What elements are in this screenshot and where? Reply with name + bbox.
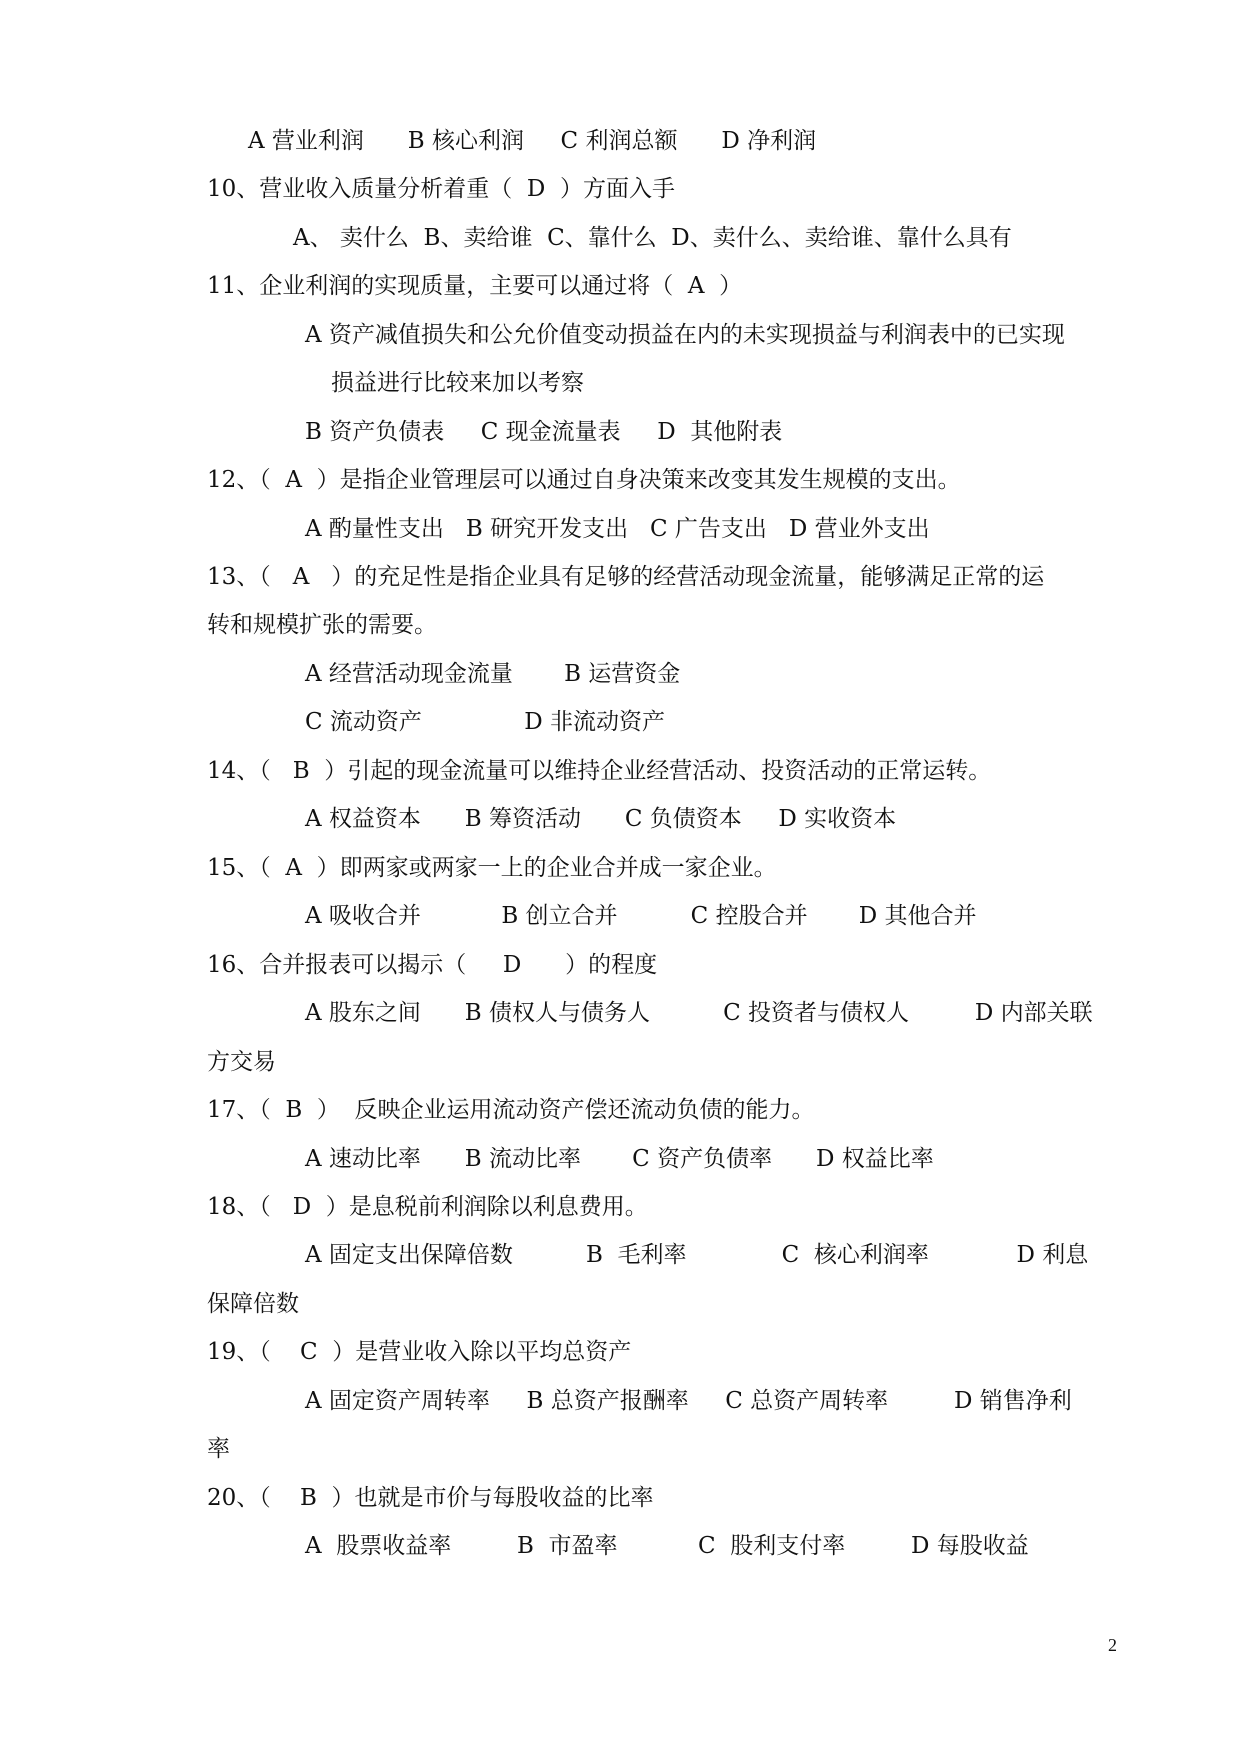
q16-stem: 16、合并报表可以揭示（ D ）的程度 (207, 952, 658, 978)
q9-options: A 营业利润 B 核心利润 C 利润总额 D 净利润 (248, 128, 817, 154)
q20-options: A 股票收益率 B 市盈率 C 股利支付率 D 每股收益 (305, 1533, 1029, 1559)
q18-options-continued: 保障倍数 (207, 1291, 299, 1317)
q18-stem: 18、（ D ）是息税前利润除以利息费用。 (207, 1194, 648, 1220)
q16-options: A 股东之间 B 债权人与债务人 C 投资者与债权人 D 内部关联 (305, 1000, 1093, 1026)
q15-options: A 吸收合并 B 创立合并 C 控股合并 D 其他合并 (305, 903, 977, 929)
q19-options-continued: 率 (207, 1436, 230, 1462)
q10-options: A、 卖什么 B、卖给谁 C、靠什么 D、卖什么、卖给谁、靠什么具有 (293, 225, 1012, 251)
q19-options: A 固定资产周转率 B 总资产报酬率 C 总资产周转率 D 销售净利 (305, 1388, 1072, 1414)
q13-stem-continued: 转和规模扩张的需要。 (207, 612, 437, 638)
q12-options: A 酌量性支出 B 研究开发支出 C 广告支出 D 营业外支出 (305, 516, 930, 542)
q20-stem: 20、（ B ）也就是市价与每股收益的比率 (207, 1485, 654, 1511)
page-number: 2 (1108, 1635, 1117, 1655)
q17-stem: 17、（ B ） 反映企业运用流动资产偿还流动负债的能力。 (207, 1097, 815, 1123)
q11-option-a-continued: 损益进行比较来加以考察 (331, 370, 584, 396)
q11-options-bcd: B 资产负债表 C 现金流量表 D 其他附表 (305, 419, 783, 445)
q13-options-ab: A 经营活动现金流量 B 运营资金 (305, 661, 681, 687)
q11-option-a: A 资产减值损失和公允价值变动损益在内的未实现损益与利润表中的已实现 (305, 322, 1065, 348)
q10-stem: 10、营业收入质量分析着重（ D ）方面入手 (207, 176, 675, 202)
q16-options-continued: 方交易 (207, 1049, 276, 1075)
q14-options: A 权益资本 B 筹资活动 C 负债资本 D 实收资本 (305, 806, 897, 832)
q14-stem: 14、（ B ）引起的现金流量可以维持企业经营活动、投资活动的正常运转。 (207, 758, 992, 784)
q17-options: A 速动比率 B 流动比率 C 资产负债率 D 权益比率 (305, 1146, 934, 1172)
q19-stem: 19、（ C ）是营业收入除以平均总资产 (207, 1339, 632, 1365)
q18-options: A 固定支出保障倍数 B 毛利率 C 核心利润率 D 利息 (305, 1242, 1089, 1268)
q15-stem: 15、（ A ）即两家或两家一上的企业合并成一家企业。 (207, 855, 777, 881)
q11-stem: 11、企业利润的实现质量，主要可以通过将（ A ） (207, 273, 743, 299)
q13-stem: 13、（ A ）的充足性是指企业具有足够的经营活动现金流量，能够满足正常的运 (207, 564, 1045, 590)
q12-stem: 12、（ A ）是指企业管理层可以通过自身决策来改变其发生规模的支出。 (207, 467, 961, 493)
q13-options-cd: C 流动资产 D 非流动资产 (305, 709, 666, 735)
